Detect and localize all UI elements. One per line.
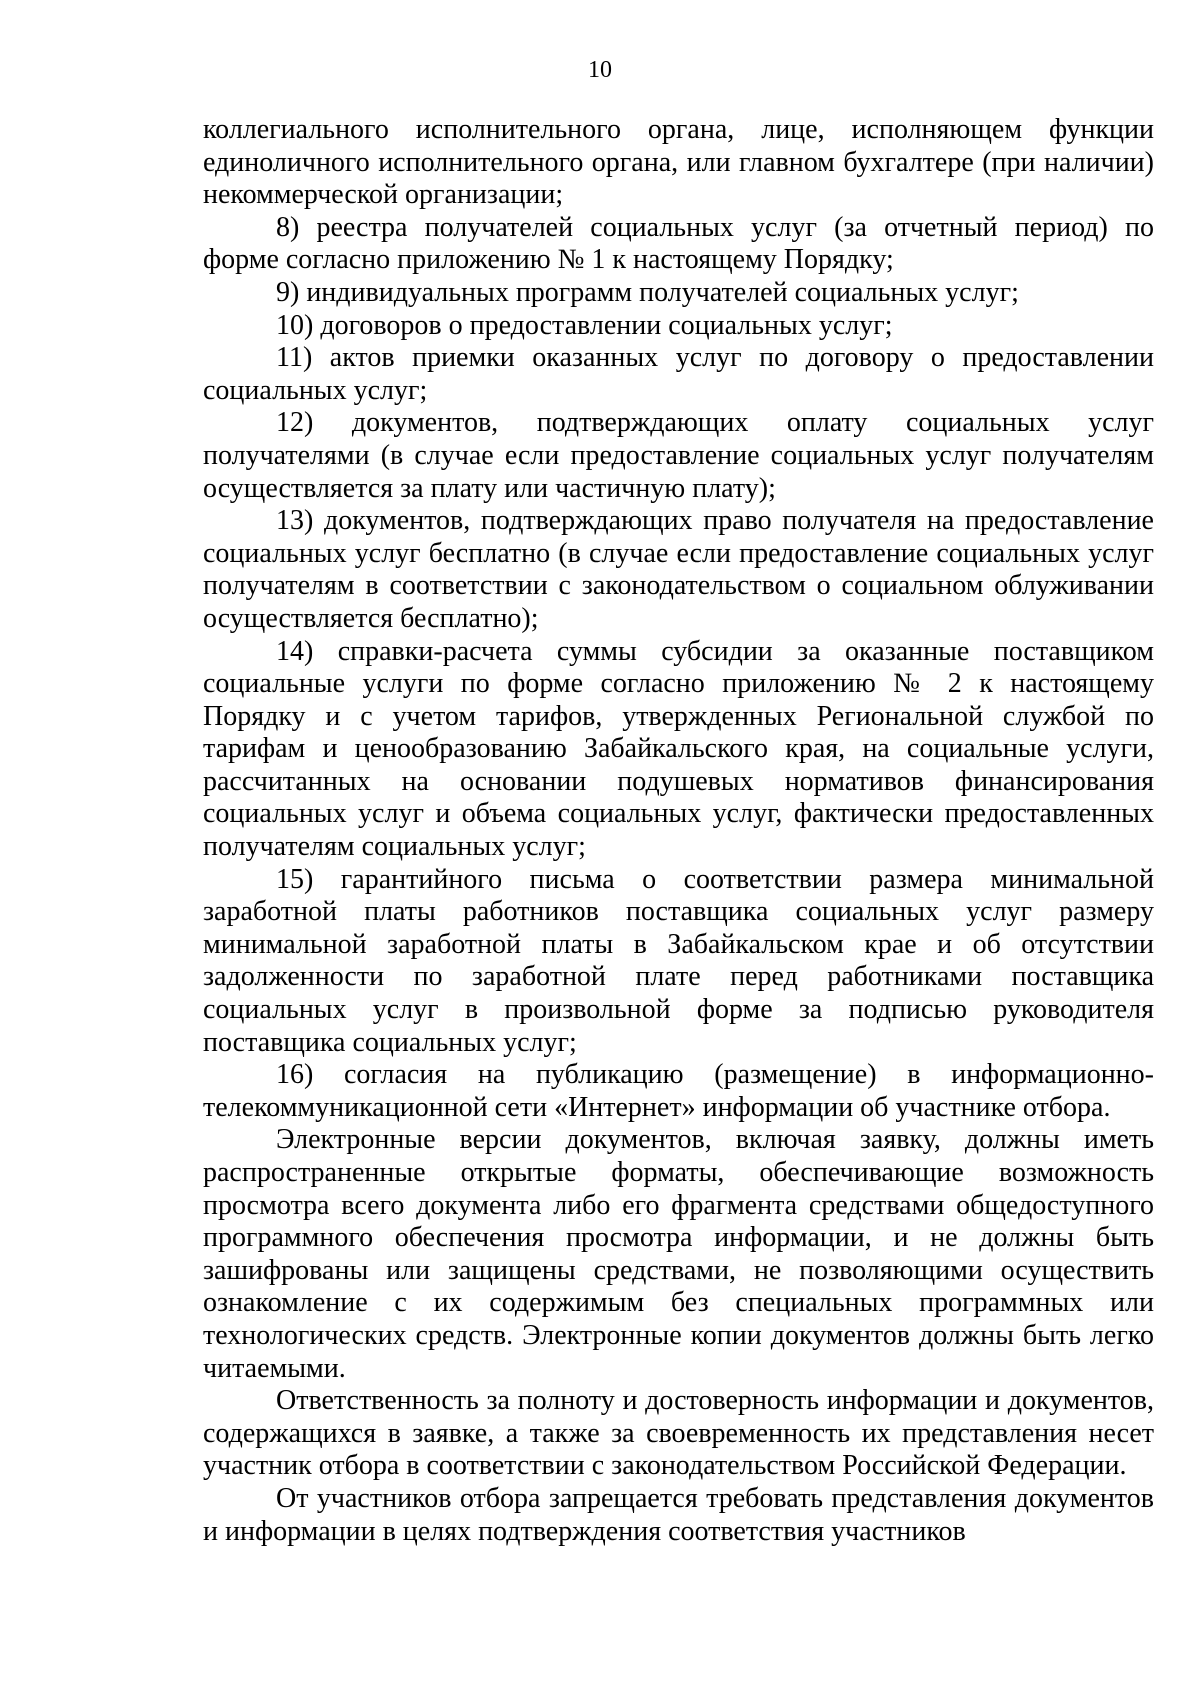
paragraph-continuation: коллегиального исполнительного органа, лице, исполняющем функции единоличного исполнительного органа, или главном бухгалтере (при наличии) некоммерческой организации; (203, 114, 1154, 211)
paragraph-responsibility: Ответственность за полноту и достоверность информации и документов, содержащихся в заявке, а также за своевременность их представления несет участник отбора в соответствии с законодательством Российской Федерации. (203, 1385, 1154, 1482)
paragraph-item-10: 10) договоров о предоставлении социальных услуг; (276, 309, 893, 341)
paragraph-item-16: 16) согласия на публикацию (размещение) в информационно-телекоммуникационной сети «Интернет» информации об участнике отбора. (203, 1059, 1154, 1123)
paragraph-item-15: 15) гарантийного письма о соответствии размера минимальной заработной платы работников поставщика социальных услуг размеру минимальной заработной платы в Забайкальском крае и об отсутствии задолженности по заработной плате перед работниками поставщика социальных услуг в произвольной форме за подписью руководителя поставщика социальных услуг; (203, 863, 1154, 1058)
paragraph-electronic-versions: Электронные версии документов, включая заявку, должны иметь распространенные открытые форматы, обеспечивающие возможность просмотра всего документа либо его фрагмента средствами общедоступного программного обеспечения просмотра информации, и не должны быть зашифрованы или защищены средствами, не позволяющими осуществить ознакомление с их содержимым без специальных программных или технологических средств. Электронные копии документов должны быть легко читаемыми. (203, 1124, 1154, 1384)
paragraph-item-14: 14) справки-расчета суммы субсидии за оказанные поставщиком социальные услуги по форме согласно приложению № 2 к настоящему Порядку и с учетом тарифов, утвержденных Региональной службой по тарифам и ценообразованию Забайкальского края, на социальные услуги, рассчитанных на основании подушевых нормативов финансирования социальных услуг и объема социальных услуг, фактически предоставленных получателям социальных услуг; (203, 635, 1154, 863)
paragraph-item-8: 8) реестра получателей социальных услуг (за отчетный период) по форме согласно приложению № 1 к настоящему Порядку; (203, 211, 1154, 276)
paragraph-prohibition: От участников отбора запрещается требовать представления документов и информации в целях подтверждения соответствия участников (203, 1482, 1154, 1547)
paragraph-item-9: 9) индивидуальных программ получателей социальных услуг; (276, 276, 1019, 308)
paragraph-item-12: 12) документов, подтверждающих оплату социальных услуг получателями (в случае если предоставление социальных услуг получателям осуществляется за плату или частичную плату); (203, 407, 1154, 504)
paragraph-item-11: 11) актов приемки оказанных услуг по договору о предоставлении социальных услуг; (203, 342, 1154, 406)
document-body (203, 114, 1154, 1548)
paragraph-item-13: 13) документов, подтверждающих право получателя на предоставление социальных услуг бесплатно (в случае если предоставление социальных услуг получателям в соответствии с законодательством о социальном облуживании осуществляется бесплатно); (203, 505, 1154, 634)
page-number: 10 (588, 57, 612, 83)
